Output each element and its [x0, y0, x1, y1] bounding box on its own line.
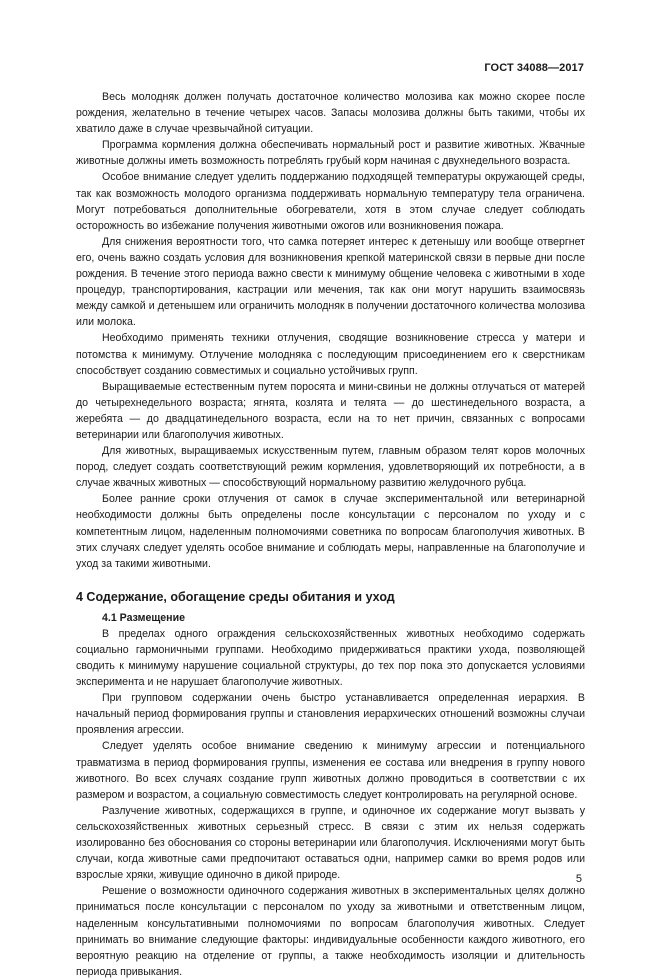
paragraph: В пределах одного ограждения сельскохозяйственных животных необходимо содержать социально гармоничными группами. Необходимо придерживаться практики ухода, позволяющей сводить к минимуму нарушение социальной структуры, до тех пор пока это допускается условиями эксперимента и не нарушает благополучие животных.: [76, 627, 585, 689]
page-number: 5: [575, 873, 582, 885]
paragraph: Для животных, выращиваемых искусственным путем, главным образом телят коров молочных пород, следует создать соответствующий режим кормления, удовлетворяющий их потребности, а в случае жвачных животных — способствующий нормальному развитию желудочного рубца.: [76, 445, 585, 490]
paragraph: Выращиваемые естественным путем поросята и мини-свиньи не должны отлучаться от матерей до четырехнедельного возраста; ягнята, козлята и телята — до шестинедельного возраста, а жеребята — до двадцатинедельного возраста, если на то нет причин, связанных с вопросами ветеринарии или благополучия животных.: [76, 380, 585, 441]
paragraph: Весь молодняк должен получать достаточное количество молозива как можно скорее после рождения, желательно в течение четырех часов. Запасы молозива должны быть такими, чтобы их хватило даже в случае чрезвычайной ситуации.: [76, 91, 585, 136]
paragraph: При групповом содержании очень быстро устанавливается определенная иерархия. В начальный период формирования группы и становления иерархических отношений возможны случаи проявления агрессии.: [76, 692, 585, 737]
paragraph: Следует уделять особое внимание сведению к минимуму агрессии и потенциального травматизма в период формирования группы, изменения ее состава или внедрения в группу нового животного. Во всех случаях создание групп животных должно проводиться в соответствии с их размером и возрастом, а социальную совместимость следует контролировать на регулярной основе.: [76, 740, 585, 801]
document-code-header: ГОСТ 34088—2017: [484, 62, 584, 74]
paragraph: Особое внимание следует уделить поддержанию подходящей температуры окружающей среды, так как возможность молодого организма поддерживать нормальную температуру тела ограничена. Могут потребоваться дополнительные обогреватели, хотя в этом случае следует соблюдать осторожность во избежание получения животными ожогов или возникновения пожара.: [76, 171, 585, 232]
section-heading: 4 Содержание, обогащение среды обитания и уход: [76, 589, 395, 604]
paragraph: Решение о возможности одиночного содержания животных в экспериментальных целях должно приниматься после консультации с персоналом по уходу за животными и ответственным лицом, наделенным консультативными полномочиями по вопросам благополучия животных. Следует принимать во внимание следующие факторы: индивидуальные особенности каждого животного, его вероятную реакцию на отделение от группы, а также необходимость изоляции и длительность периода привыкания.: [76, 885, 585, 978]
paragraph: Разлучение животных, содержащихся в группе, и одиночное их содержание могут вызвать у сельскохозяйственных животных серьезный стресс. В связи с этим их нельзя содержать изолированно без обоснования со стороны ветеринарии или благополучия. Исключениями могут быть случаи, когда животные сами предпочитают оставаться одни, например самки во время родов или взрослые хряки, живущие одиночно в дикой природе.: [76, 804, 585, 882]
paragraph: Для снижения вероятности того, что самка потеряет интерес к детенышу или вообще отвергнет его, очень важно создать условия для возникновения крепкой материнской связи в первые дни после рождения. В течение этого периода важно свести к минимуму общение человека с животными в ходе процедур, транспортирования, кастрации или мечения, так как они могут нарушить взаимосвязь между самкой и детенышем или ограничить молодняк в получении достаточного количества молозива или молока.: [76, 235, 585, 329]
paragraph: Более ранние сроки отлучения от самок в случае экспериментальной или ветеринарной необходимости должны быть определены после консультации с персоналом по уходу и с компетентным лицом, наделенным полномочиями советника по вопросам благополучия животных. В этих случаях следует уделять особое внимание и соблюдать меры, направленные на благополучие и уход за такими животными.: [76, 493, 585, 570]
subsection-heading: 4.1 Размещение: [102, 611, 185, 624]
paragraph: Необходимо применять техники отлучения, сводящие возникновение стресса у матери и потомства к минимуму. Отлучение молодняка с последующим присоединением его к сверстникам способствует созданию совместимых и социально устойчивых групп.: [76, 332, 585, 377]
paragraph: Программа кормления должна обеспечивать нормальный рост и развитие животных. Жвачные животные должны иметь возможность потреблять грубый корм начиная с двухнедельного возраста.: [76, 139, 585, 168]
document-body: [76, 89, 585, 980]
